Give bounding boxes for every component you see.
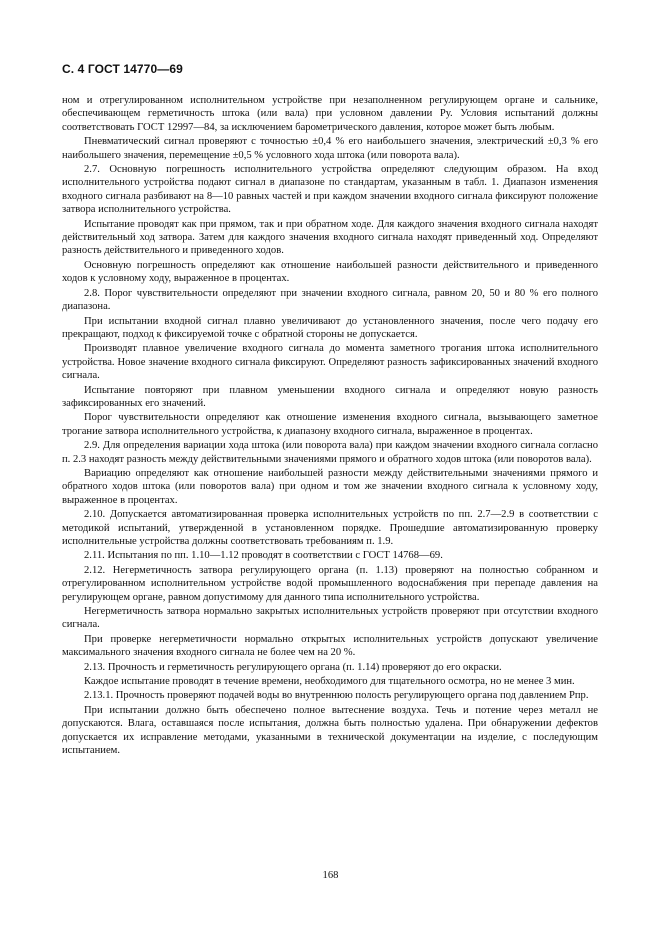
paragraph: Основную погрешность определяют как отношение наибольшей разности действительного и приведенного ходов к условному ходу, выраженное в процентах. [62, 259, 598, 285]
paragraph: Каждое испытание проводят в течение времени, необходимого для тщательного осмотра, но не менее 3 мин. [84, 676, 575, 688]
paragraph: 2.9. Для определения вариации хода штока (или поворота вала) при каждом значении входного сигнала согласно п. 2.3 находят разность между действительными значениями прямого и обратного ходов штока (или поворотов вала). [62, 440, 598, 465]
paragraph: Негерметичность затвора нормально закрытых исполнительных устройств проверяют при отсутствии входного сигнала. [62, 606, 598, 631]
paragraph: Производят плавное увеличение входного сигнала до момента заметного трогания штока исполнительного устройства. Новое значение входного сигнала фиксируют. Определяют разность зафиксированных значений входного сигнала. [62, 343, 598, 382]
paragraph: Порог чувствительности определяют как отношение изменения входного сигнала, вызывающего заметное трогание затвора исполнительного устройства, к диапазону входного сигнала, выраженное в процентах. [62, 412, 598, 437]
paragraph: 2.10. Допускается автоматизированная проверка исполнительных устройств по пп. 2.7—2.9 в соответствии с методикой испытаний, утвержденной в установленном порядке. Прошедшие автоматизированную проверку исполнительные устройства должны соответствовать требованиям п. 1.9. [62, 509, 598, 547]
paragraph: Испытание повторяют при плавном уменьшении входного сигнала и определяют новую разность зафиксированных его значений. [62, 384, 598, 409]
paragraph: При испытании должно быть обеспечено полное вытеснение воздуха. Течь и потение через металл не допускаются. Влага, оставшаяся после испытания, должна быть полностью удалена. При обнаружении дефектов допускается их исправление методами, указанными в технической документации на изделие, с последующим испытанием. [62, 704, 598, 757]
paragraph: 2.7. Основную погрешность исполнительного устройства определяют следующим образом. На вход исполнительного устройства подают сигнал в диапазоне по стандартам, указанным в табл. 1. Диапазон изменения входного сигнала разбивают на 8—10 равных частей и при каждом значении входного сигнала фиксируют положение затвора исполнительного устройства. [62, 164, 598, 216]
paragraph: ном и отрегулированном исполнительном устройстве при незаполненном регулирующем органе и сальнике, обеспечивающем герметичность штока (или вала) при условном давлении Pу. Условия испытаний должны соответствовать ГОСТ 12997—84, за исключением барометрического давления, которое может быть любым. [62, 95, 598, 133]
paragraph: Пневматический сигнал проверяют с точностью ±0,4 % его наибольшего значения, электрический ±0,3 % его наибольшего значения, перемещение ±0,5 % условного хода штока (или поворота вала). [62, 136, 598, 161]
paragraph: При проверке негерметичности нормально открытых исполнительных устройств допускают увеличение максимального значения входного сигнала не более чем на 20 %. [62, 633, 598, 659]
paragraph: 2.8. Порог чувствительности определяют при значении входного сигнала, равном 20, 50 и 80 % его полного диапазона. [62, 287, 598, 313]
paragraph: 2.11. Испытания по пп. 1.10—1.12 проводят в соответствии с ГОСТ 14768—69. [84, 550, 443, 562]
paragraph: Испытание проводят как при прямом, так и при обратном ходе. Для каждого значения входного сигнала находят действительный ход затвора. Затем для каждого значения входного сигнала находят приведенный ход. Определяют разность действительного и приведенного ходов. [62, 218, 598, 257]
page-header: С. 4 ГОСТ 14770—69 [62, 62, 183, 76]
paragraph: 2.13.1. Прочность проверяют подачей воды во внутреннюю полость регулирующего органа под давлением Pпр. [84, 690, 589, 702]
paragraph: 2.12. Негерметичность затвора регулирующего органа (п. 1.13) проверяют на полностью собранном и отрегулированном исполнительном устройстве водой промышленного водоснабжения при перепаде давления на регулирующем органе, равном допустимому для данного типа исполнительного устройства. [62, 564, 598, 603]
paragraph: Вариацию определяют как отношение наибольшей разности между действительными значениями прямого и обратного ходов штока (или поворотов вала) при одном и том же значении входного сигнала к условному ходу, выраженное в процентах. [62, 467, 598, 506]
page-number: 168 [322, 870, 339, 881]
body-text [62, 94, 598, 759]
paragraph: При испытании входной сигнал плавно увеличивают до установленного значения, после чего подачу его прекращают, подход к фиксируемой точке с обратной стороны не допускается. [62, 315, 598, 340]
paragraph: 2.13. Прочность и герметичность регулирующего органа (п. 1.14) проверяют до его окраски. [84, 661, 502, 673]
